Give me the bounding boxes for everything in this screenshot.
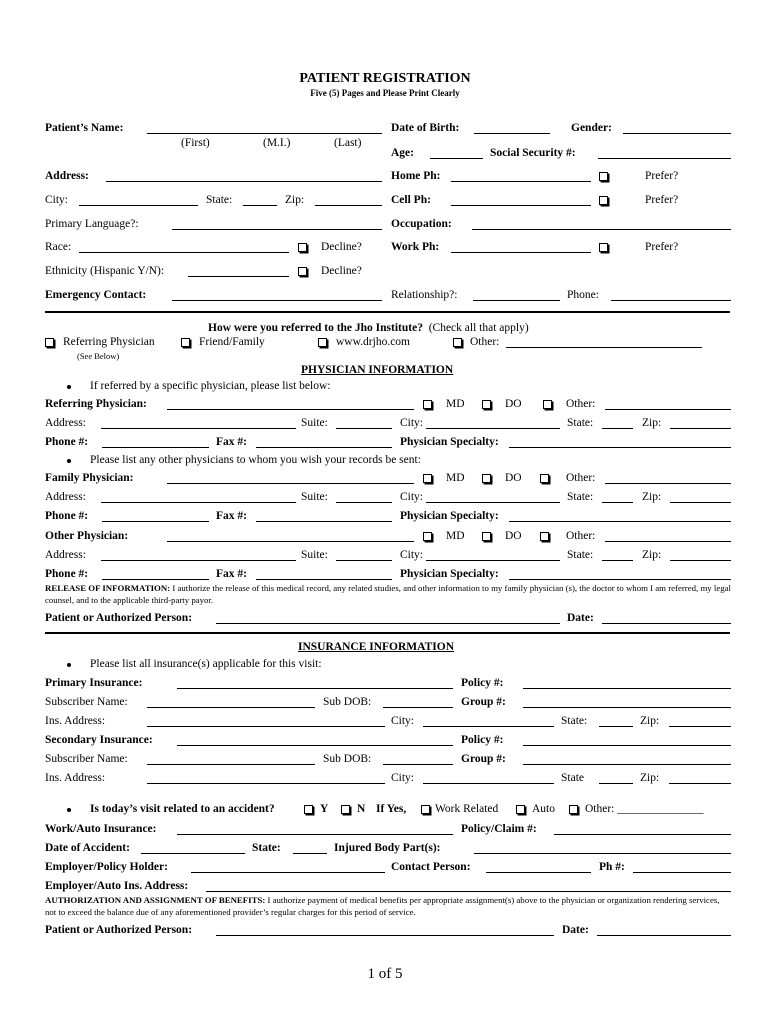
referring-physician-label: Referring Physician: <box>45 398 147 410</box>
other-label: Other: <box>566 472 596 484</box>
other-specialty-field[interactable] <box>509 579 731 580</box>
suite-label: Suite: <box>301 491 328 503</box>
release-date-field[interactable] <box>602 623 731 624</box>
release-paragraph: RELEASE OF INFORMATION: I authorize the release of this medical record, any related studies, and other information to my family physician (s), the doctor to whom I am referred, my legal counsel, and to the applicable third-party payor. <box>45 583 731 605</box>
ins-address-label: Ins. Address: <box>45 772 106 784</box>
work-auto-insurance-label: Work/Auto Insurance: <box>45 823 157 835</box>
specialty-label: Physician Specialty: <box>400 510 499 522</box>
fax-label: Fax #: <box>216 510 247 522</box>
referring-phone-field[interactable] <box>102 447 209 448</box>
website-label: www.drjho.com <box>336 336 410 348</box>
section-divider <box>45 311 730 313</box>
injured-body-parts-field[interactable] <box>474 853 731 854</box>
other-city-field[interactable] <box>426 560 560 561</box>
referral-question: How were you referred to the Jho Institute? (Check all that apply) <box>208 322 529 334</box>
zip-label: Zip: <box>285 194 305 206</box>
work-related-label: Work Related <box>435 803 499 815</box>
emergency-contact-label: Emergency Contact: <box>45 289 147 301</box>
do-label: DO <box>505 472 522 484</box>
date-label: Date: <box>562 924 589 936</box>
primary-ins-city-field[interactable] <box>423 726 554 727</box>
occupation-label: Occupation: <box>391 218 452 230</box>
bullet <box>67 385 71 389</box>
phys-address-label: Address: <box>45 417 86 429</box>
home-ph-label: Home Ph: <box>391 170 441 182</box>
other-suite-field[interactable] <box>336 560 392 561</box>
phys-address-label: Address: <box>45 491 86 503</box>
work-ph-field[interactable] <box>451 252 591 253</box>
ssn-label: Social Security #: <box>490 147 576 159</box>
other-do-checkbox[interactable] <box>482 532 491 541</box>
page-title: PATIENT REGISTRATION <box>299 71 471 86</box>
accident-question: Is today’s visit related to an accident? <box>90 803 275 815</box>
other-state-field[interactable] <box>602 560 633 561</box>
policy-claim-label: Policy/Claim #: <box>461 823 537 835</box>
last-caption: (Last) <box>334 137 362 149</box>
website-checkbox[interactable] <box>318 338 327 347</box>
other-label: Other: <box>566 530 596 542</box>
age-label: Age: <box>391 147 414 159</box>
primary-sub-dob-field[interactable] <box>383 707 453 708</box>
ethnicity-decline-checkbox[interactable] <box>298 267 307 276</box>
physician-section-title: PHYSICIAN INFORMATION <box>301 364 454 376</box>
md-label: MD <box>446 472 465 484</box>
decline-label: Decline? <box>321 265 362 277</box>
date-of-accident-field[interactable] <box>141 853 245 854</box>
accident-state-label: State: <box>252 842 281 854</box>
other-physician-field[interactable] <box>167 541 414 542</box>
patient-signature-label: Patient or Authorized Person: <box>45 612 193 624</box>
date-label: Date: <box>567 612 594 624</box>
referring-address-field[interactable] <box>101 428 296 429</box>
secondary-group-field[interactable] <box>523 764 731 765</box>
language-label: Primary Language?: <box>45 218 139 230</box>
other-other-field[interactable] <box>605 541 731 542</box>
zip-label: Zip: <box>642 549 662 561</box>
city-field[interactable] <box>79 205 198 206</box>
secondary-policy-field[interactable] <box>523 745 731 746</box>
accident-other-checkbox[interactable] <box>569 805 578 814</box>
mi-caption: (M.I.) <box>263 137 291 149</box>
referring-state-field[interactable] <box>602 428 633 429</box>
other-zip-field[interactable] <box>670 560 731 561</box>
secondary-subscriber-field[interactable] <box>147 764 315 765</box>
referring-md-checkbox[interactable] <box>423 400 432 409</box>
ethnicity-label: Ethnicity (Hispanic Y/N): <box>45 265 165 277</box>
city-label: City: <box>400 549 424 561</box>
primary-insurance-label: Primary Insurance: <box>45 677 143 689</box>
secondary-ins-state-field[interactable] <box>599 783 633 784</box>
relationship-field[interactable] <box>473 300 560 301</box>
authorization-paragraph: AUTHORIZATION AND ASSIGNMENT OF BENEFITS: I authorize payment of medical benefits per appropriate assignment(s) above to the physician or organization rendering services, not to exceed the balance due of any aforementioned provider’s regular charges for this period of service. <box>45 895 720 917</box>
state-field[interactable] <box>243 205 277 206</box>
accident-no-label: N <box>357 803 366 815</box>
work-ph-prefer-checkbox[interactable] <box>599 243 608 252</box>
dob-label: Date of Birth: <box>391 122 460 134</box>
accident-other-label: Other: _______________ <box>585 803 704 815</box>
md-label: MD <box>446 530 465 542</box>
dob-field[interactable] <box>474 133 550 134</box>
primary-ins-zip-field[interactable] <box>669 726 731 727</box>
auto-checkbox[interactable] <box>516 805 525 814</box>
phone-label: Phone: <box>567 289 599 301</box>
primary-policy-field[interactable] <box>523 688 731 689</box>
referring-fax-field[interactable] <box>256 447 392 448</box>
city-label: City: <box>391 772 415 784</box>
subscriber-label: Subscriber Name: <box>45 696 128 708</box>
phone-label: Phone #: <box>45 436 89 448</box>
prefer-label: Prefer? <box>645 194 679 206</box>
cell-ph-label: Cell Ph: <box>391 194 431 206</box>
city-label: City: <box>45 194 69 206</box>
policy-label: Policy #: <box>461 677 504 689</box>
page-number: 1 of 5 <box>367 966 403 982</box>
injured-body-parts-label: Injured Body Part(s): <box>334 842 441 854</box>
employer-field[interactable] <box>191 872 385 873</box>
referring-physician-field[interactable] <box>167 409 414 410</box>
suite-label: Suite: <box>301 417 328 429</box>
accident-no-checkbox[interactable] <box>341 805 350 814</box>
secondary-ins-address-field[interactable] <box>147 783 385 784</box>
home-ph-prefer-checkbox[interactable] <box>599 172 608 181</box>
referring-specialty-field[interactable] <box>509 447 731 448</box>
city-label: City: <box>400 491 424 503</box>
primary-ins-state-field[interactable] <box>599 726 633 727</box>
patient-signature-label: Patient or Authorized Person: <box>45 924 193 936</box>
bullet <box>67 808 71 812</box>
other-address-field[interactable] <box>101 560 296 561</box>
ssn-field[interactable] <box>598 158 731 159</box>
auto-label: Auto <box>532 803 555 815</box>
referring-physician-checkbox[interactable] <box>45 338 54 347</box>
state-label: State: <box>567 491 594 503</box>
state-label: State: <box>206 194 233 206</box>
bullet <box>67 663 71 667</box>
primary-subscriber-field[interactable] <box>147 707 315 708</box>
family-physician-label: Family Physician: <box>45 472 134 484</box>
other-phone-field[interactable] <box>102 579 209 580</box>
accident-yes-checkbox[interactable] <box>304 805 313 814</box>
cell-ph-prefer-checkbox[interactable] <box>599 196 608 205</box>
sub-dob-label: Sub DOB: <box>323 696 372 708</box>
insurance-section-title: INSURANCE INFORMATION <box>298 641 455 653</box>
family-city-field[interactable] <box>426 502 560 503</box>
family-other-checkbox[interactable] <box>540 474 549 483</box>
suite-label: Suite: <box>301 549 328 561</box>
family-zip-field[interactable] <box>670 502 731 503</box>
friend-family-label: Friend/Family <box>199 336 265 348</box>
state-label: State <box>561 772 584 784</box>
page-subtitle: Five (5) Pages and Please Print Clearly <box>310 88 460 98</box>
family-phone-field[interactable] <box>102 521 209 522</box>
specialty-label: Physician Specialty: <box>400 568 499 580</box>
other-label: Other: <box>566 398 596 410</box>
phone-label: Phone #: <box>45 510 89 522</box>
address-label: Address: <box>45 170 89 182</box>
referring-other-checkbox[interactable] <box>543 400 552 409</box>
home-ph-field[interactable] <box>451 181 591 182</box>
other-fax-field[interactable] <box>256 579 392 580</box>
age-field[interactable] <box>430 158 483 159</box>
prefer-label: Prefer? <box>645 170 679 182</box>
family-fax-field[interactable] <box>256 521 392 522</box>
state-label: State: <box>567 417 594 429</box>
subscriber-label: Subscriber Name: <box>45 753 128 765</box>
family-suite-field[interactable] <box>336 502 392 503</box>
secondary-ins-zip-field[interactable] <box>669 783 731 784</box>
family-specialty-field[interactable] <box>509 521 731 522</box>
other-other-checkbox[interactable] <box>540 532 549 541</box>
family-address-field[interactable] <box>101 502 296 503</box>
group-label: Group #: <box>461 696 506 708</box>
occupation-field[interactable] <box>472 229 731 230</box>
patient-name-field[interactable] <box>147 133 382 134</box>
referring-physician-label: Referring Physician <box>63 336 155 348</box>
zip-label: Zip: <box>640 715 660 727</box>
primary-group-field[interactable] <box>523 707 731 708</box>
do-label: DO <box>505 530 522 542</box>
policy-label: Policy #: <box>461 734 504 746</box>
race-field[interactable] <box>79 252 289 253</box>
family-md-checkbox[interactable] <box>423 474 432 483</box>
race-label: Race: <box>45 241 72 253</box>
primary-ins-address-field[interactable] <box>147 726 385 727</box>
zip-label: Zip: <box>640 772 660 784</box>
gender-label: Gender: <box>571 122 612 134</box>
referring-do-checkbox[interactable] <box>482 400 491 409</box>
primary-insurance-field[interactable] <box>177 688 453 689</box>
sub-dob-label: Sub DOB: <box>323 753 372 765</box>
md-label: MD <box>446 398 465 410</box>
secondary-insurance-field[interactable] <box>177 745 453 746</box>
secondary-ins-city-field[interactable] <box>423 783 554 784</box>
employer-ins-address-label: Employer/Auto Ins. Address: <box>45 880 189 892</box>
secondary-insurance-label: Secondary Insurance: <box>45 734 153 746</box>
emergency-phone-field[interactable] <box>611 300 731 301</box>
race-decline-checkbox[interactable] <box>298 243 307 252</box>
accident-state-field[interactable] <box>293 853 327 854</box>
if-yes-label: If Yes, <box>376 803 407 815</box>
contact-person-field[interactable] <box>486 872 591 873</box>
insurance-bullet: Please list all insurance(s) applicable for this visit: <box>90 658 322 670</box>
policy-claim-field[interactable] <box>554 834 731 835</box>
referral-other-field[interactable] <box>506 347 702 348</box>
phone-label: Phone #: <box>45 568 89 580</box>
referral-other-label: Other: <box>470 336 500 348</box>
relationship-label: Relationship?: <box>391 289 458 301</box>
referring-zip-field[interactable] <box>670 428 731 429</box>
city-label: City: <box>391 715 415 727</box>
referring-suite-field[interactable] <box>336 428 392 429</box>
see-below-note: (See Below) <box>77 351 120 361</box>
date-of-accident-label: Date of Accident: <box>45 842 130 854</box>
emergency-contact-field[interactable] <box>172 300 382 301</box>
other-md-checkbox[interactable] <box>423 532 432 541</box>
family-do-checkbox[interactable] <box>482 474 491 483</box>
ins-address-label: Ins. Address: <box>45 715 106 727</box>
work-ph-label: Work Ph: <box>391 241 440 253</box>
work-auto-insurance-field[interactable] <box>177 834 453 835</box>
language-field[interactable] <box>172 229 382 230</box>
physician-bullet-2: Please list any other physicians to whom you wish your records be sent: <box>90 454 421 466</box>
fax-label: Fax #: <box>216 436 247 448</box>
do-label: DO <box>505 398 522 410</box>
cell-ph-field[interactable] <box>451 205 591 206</box>
referring-city-field[interactable] <box>426 428 560 429</box>
authorization-signature-field[interactable] <box>216 935 554 936</box>
group-label: Group #: <box>461 753 506 765</box>
physician-bullet-1: If referred by a specific physician, please list below: <box>90 380 331 392</box>
family-other-field[interactable] <box>605 483 731 484</box>
ethnicity-field[interactable] <box>188 276 289 277</box>
referring-other-field[interactable] <box>605 409 731 410</box>
secondary-sub-dob-field[interactable] <box>383 764 453 765</box>
friend-family-checkbox[interactable] <box>181 338 190 347</box>
phys-address-label: Address: <box>45 549 86 561</box>
ph-label: Ph #: <box>599 861 625 873</box>
contact-person-label: Contact Person: <box>391 861 471 873</box>
zip-label: Zip: <box>642 417 662 429</box>
specialty-label: Physician Specialty: <box>400 436 499 448</box>
zip-field[interactable] <box>315 205 382 206</box>
family-physician-field[interactable] <box>167 483 414 484</box>
section-divider <box>45 632 730 634</box>
work-related-checkbox[interactable] <box>421 805 430 814</box>
family-state-field[interactable] <box>602 502 633 503</box>
patient-name-label: Patient’s Name: <box>45 122 124 134</box>
prefer-label: Prefer? <box>645 241 679 253</box>
gender-field[interactable] <box>623 133 731 134</box>
authorization-date-field[interactable] <box>597 935 731 936</box>
employer-label: Employer/Policy Holder: <box>45 861 168 873</box>
first-caption: (First) <box>181 137 210 149</box>
other-physician-label: Other Physician: <box>45 530 129 542</box>
release-signature-field[interactable] <box>216 623 560 624</box>
address-field[interactable] <box>106 181 382 182</box>
accident-yes-label: Y <box>320 803 329 815</box>
state-label: State: <box>567 549 594 561</box>
zip-label: Zip: <box>642 491 662 503</box>
city-label: City: <box>400 417 424 429</box>
fax-label: Fax #: <box>216 568 247 580</box>
state-label: State: <box>561 715 588 727</box>
bullet <box>67 459 71 463</box>
contact-phone-field[interactable] <box>633 872 731 873</box>
decline-label: Decline? <box>321 241 362 253</box>
employer-ins-address-field[interactable] <box>206 891 731 892</box>
referral-other-checkbox[interactable] <box>453 338 462 347</box>
